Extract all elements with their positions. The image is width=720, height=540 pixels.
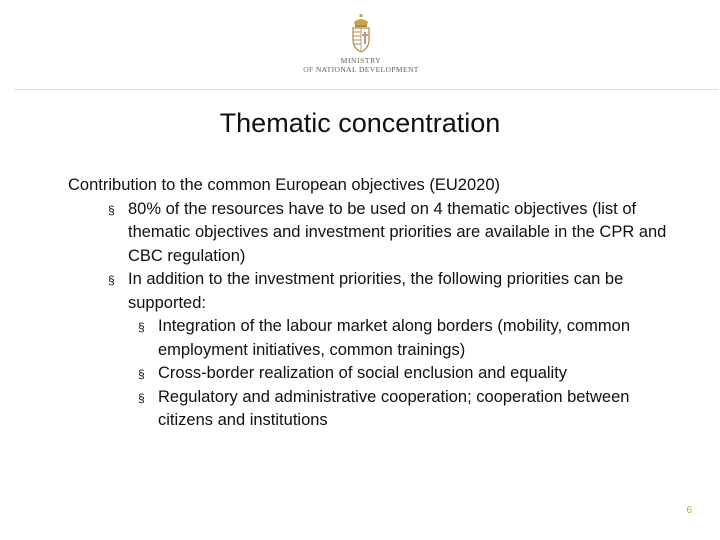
section-bullet-icon: §	[138, 390, 145, 405]
logo-text-national-development: OF NATIONAL DEVELOPMENT	[303, 65, 419, 74]
sub-bullet-text: Regulatory and administrative cooperation; cooperation between citizens and institutions	[158, 387, 630, 429]
slide-body	[68, 174, 668, 433]
section-bullet-icon: §	[108, 273, 115, 287]
sub-bullet-item	[68, 386, 668, 433]
bullet-text: 80% of the resources have to be used on 4 thematic objectives (list of thematic objectives and investment priorities are available in the CPR and CBC regulation)	[128, 199, 667, 265]
bullet-item	[68, 198, 668, 269]
section-bullet-icon: §	[138, 320, 145, 334]
bullet-item	[68, 268, 668, 315]
header-divider	[14, 89, 718, 90]
bullet-text: In addition to the investment priorities, the following priorities can be supported:	[128, 270, 624, 312]
sub-bullet-item	[68, 315, 668, 362]
sub-bullet-text: Integration of the labour market along borders (mobility, common employment initiatives, common trainings)	[158, 317, 631, 359]
section-bullet-icon: §	[138, 367, 145, 381]
hungarian-coat-of-arms-icon	[349, 14, 373, 54]
page-number: 6	[686, 505, 692, 516]
sub-bullet-text: Cross-border realization of social enclusion and equality	[158, 364, 568, 382]
sub-bullet-item	[68, 362, 668, 386]
intro-text: Contribution to the common European objectives (EU2020)	[68, 176, 500, 194]
logo-text-ministry: MINISTRY	[340, 56, 382, 65]
slide-title: Thematic concentration	[219, 108, 501, 138]
ministry-logo	[296, 14, 426, 84]
section-bullet-icon: §	[108, 202, 115, 217]
